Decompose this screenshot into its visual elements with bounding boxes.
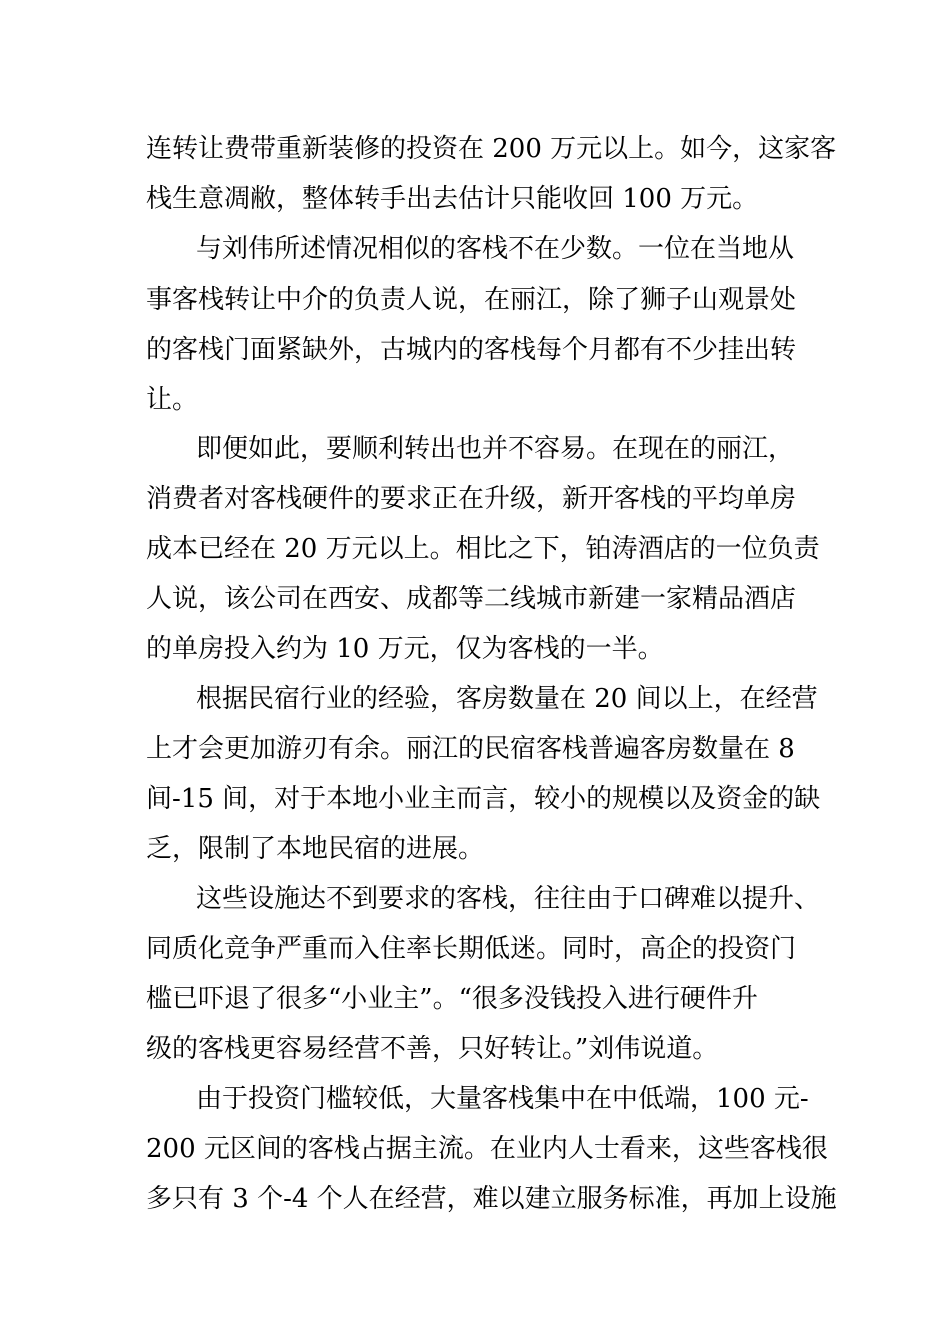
text-line: 连转让费带重新装修的投资在 200 万元以上。如今，这家客 <box>146 134 837 164</box>
text-line: 上才会更加游刃有余。丽江的民宿客栈普遍客房数量在 8 <box>146 734 795 764</box>
text-line: 200 元区间的客栈占据主流。在业内人士看来，这些客栈很 <box>146 1134 828 1164</box>
paragraph-start-line: 与刘伟所述情况相似的客栈不在少数。一位在当地从 <box>196 234 795 264</box>
text-line: 乏，限制了本地民宿的进展。 <box>146 834 485 864</box>
text-line: 事客栈转让中介的负责人说，在丽江，除了狮子山观景处 <box>146 285 797 315</box>
text-line: 间-15 间，对于本地小业主而言，较小的规模以及资金的缺 <box>146 784 821 814</box>
paragraph-start-line: 由于投资门槛较低，大量客栈集中在中低端，100 元- <box>196 1084 809 1114</box>
text-line: 消费者对客栈硬件的要求正在升级，新开客栈的平均单房 <box>146 484 797 514</box>
text-line: 槛已吓退了很多“小业主”。“很多没钱投入进行硬件升 <box>146 984 758 1014</box>
text-line: 的单房投入约为 10 万元，仅为客栈的一半。 <box>146 634 664 664</box>
text-line: 多只有 3 个-4 个人在经营，难以建立服务标准，再加上设施 <box>146 1184 837 1214</box>
text-line: 人说，该公司在西安、成都等二线城市新建一家精品酒店 <box>146 584 797 614</box>
text-line: 让。 <box>146 385 199 415</box>
paragraph-start-line: 即便如此，要顺利转出也并不容易。在现在的丽江， <box>196 434 795 464</box>
text-line: 的客栈门面紧缺外，古城内的客栈每个月都有不少挂出转 <box>146 335 797 365</box>
paragraph-start-line: 根据民宿行业的经验，客房数量在 20 间以上，在经营 <box>196 684 818 714</box>
text-line: 同质化竞争严重而入住率长期低迷。同时，高企的投资门 <box>146 934 797 964</box>
text-line: 栈生意凋敝，整体转手出去估计只能收回 100 万元。 <box>146 184 759 214</box>
paragraph-start-line: 这些设施达不到要求的客栈，往往由于口碑难以提升、 <box>196 884 821 914</box>
text-line: 成本已经在 20 万元以上。相比之下，铂涛酒店的一位负责 <box>146 534 820 564</box>
text-line: 级的客栈更容易经营不善，只好转让。”刘伟说道。 <box>146 1034 719 1064</box>
